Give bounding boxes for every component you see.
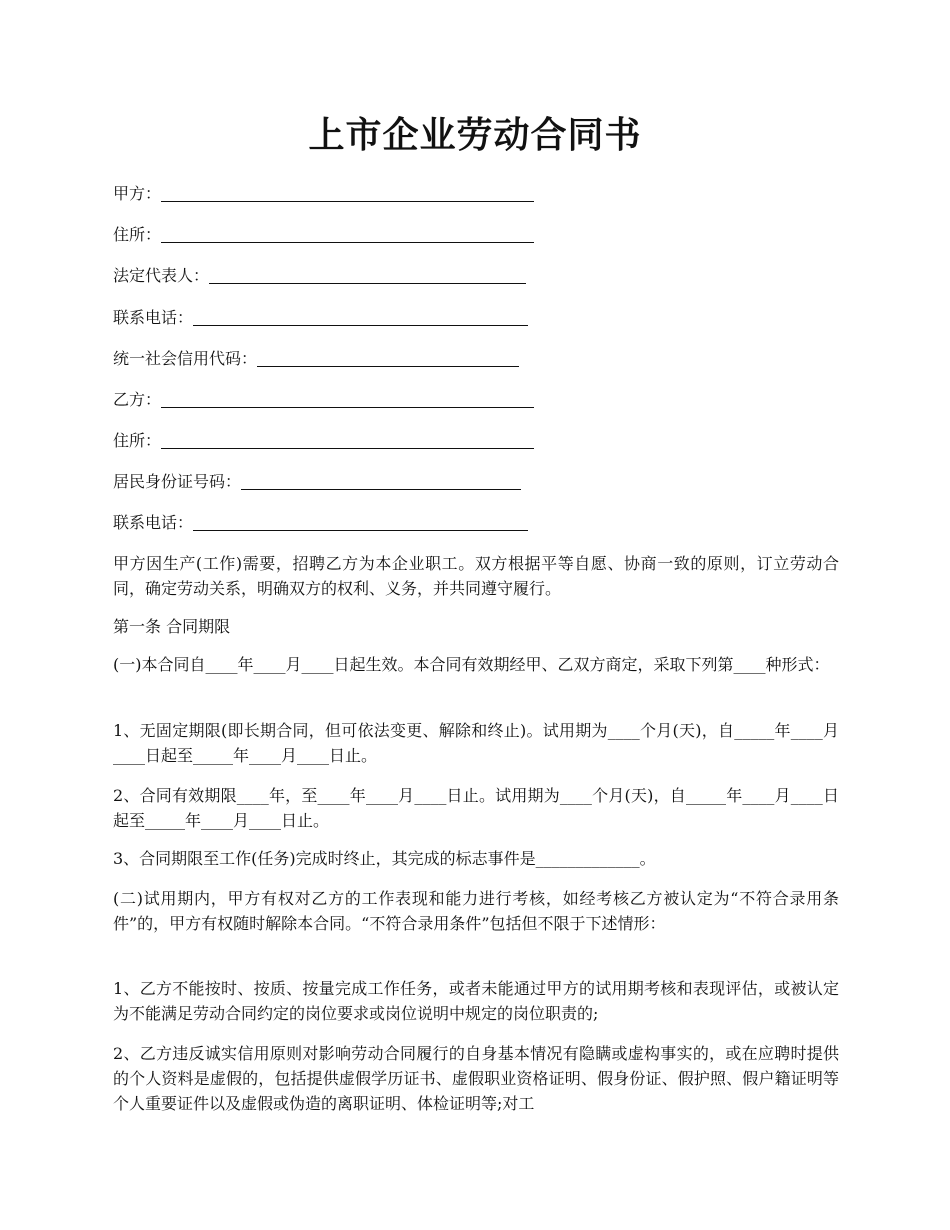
party-b-phone-field [113,509,528,535]
condition-item-2: 2、乙方违反诚实信用原则对影响劳动合同履行的自身基本情况有隐瞒或虚构事实的，或在应聘时提供的个人资料是虚假的，包括提供虚假学历证书、虚假职业资格证明、假身份证、假护照、假户籍证明等个人重要证件以及虚假或伪造的离职证明、体检证明等;对工 [113,1044,839,1113]
field-label: 联系电话： [113,308,194,327]
party-a-phone-field [113,304,528,330]
blank-line [161,183,534,202]
field-label: 甲方： [113,184,162,203]
blank-line [241,471,521,490]
term-option-1: 1、无固定期限(即长期合同，但可依法变更、解除和终止)。试用期为____个月(天)，自_____年____月____日起至_____年____月____日止。 [113,721,839,765]
blank-line [257,348,519,367]
legal-representative-field [113,262,526,288]
field-label: 乙方： [113,390,162,409]
term-option-2: 2、合同有效期限____年，至____年____月____日止。试用期为____个月(天)，自_____年____月____日起至_____年____月____日止。 [113,786,839,830]
blank-line [161,430,534,449]
contract-term-paragraph: (一)本合同自____年____月____日起生效。本合同有效期经甲、乙双方商定，采取下列第____种形式： [113,655,830,674]
field-label: 联系电话： [113,513,194,532]
document-title: 上市企业劳动合同书 [308,115,642,156]
party-a-field [113,180,534,206]
party-a-address-field [113,221,534,247]
article-heading: 第一条 合同期限 [113,617,231,636]
party-b-address-field [113,427,534,453]
condition-item-1: 1、乙方不能按时、按质、按量完成工作任务，或者未能通过甲方的试用期考核和表现评估，或被认定为不能满足劳动合同约定的岗位要求或岗位说明中规定的岗位职责的; [113,979,839,1023]
id-number-field [113,468,521,494]
term-option-3: 3、合同期限至工作(任务)完成时终止，其完成的标志事件是_____________。 [113,849,656,868]
blank-line [161,389,534,408]
field-label: 法定代表人： [113,266,210,285]
preamble-paragraph: 甲方因生产(工作)需要，招聘乙方为本企业职工。双方根据平等自愿、协商一致的原则，订立劳动合同，确定劳动关系，明确双方的权利、义务，并共同遵守履行。 [113,554,839,598]
blank-line [193,512,528,531]
blank-line [161,224,534,243]
field-label: 住所： [113,431,162,450]
blank-line [209,265,526,284]
field-label: 住所： [113,225,162,244]
credit-code-field [113,345,519,371]
probation-paragraph: (二)试用期内，甲方有权对乙方的工作表现和能力进行考核，如经考核乙方被认定为“不符合录用条件”的，甲方有权随时解除本合同。“不符合录用条件”包括但不限于下述情形： [113,889,839,933]
blank-line [193,307,528,326]
field-label: 居民身份证号码： [113,472,242,491]
field-label: 统一社会信用代码： [113,349,258,368]
party-b-field [113,386,534,412]
